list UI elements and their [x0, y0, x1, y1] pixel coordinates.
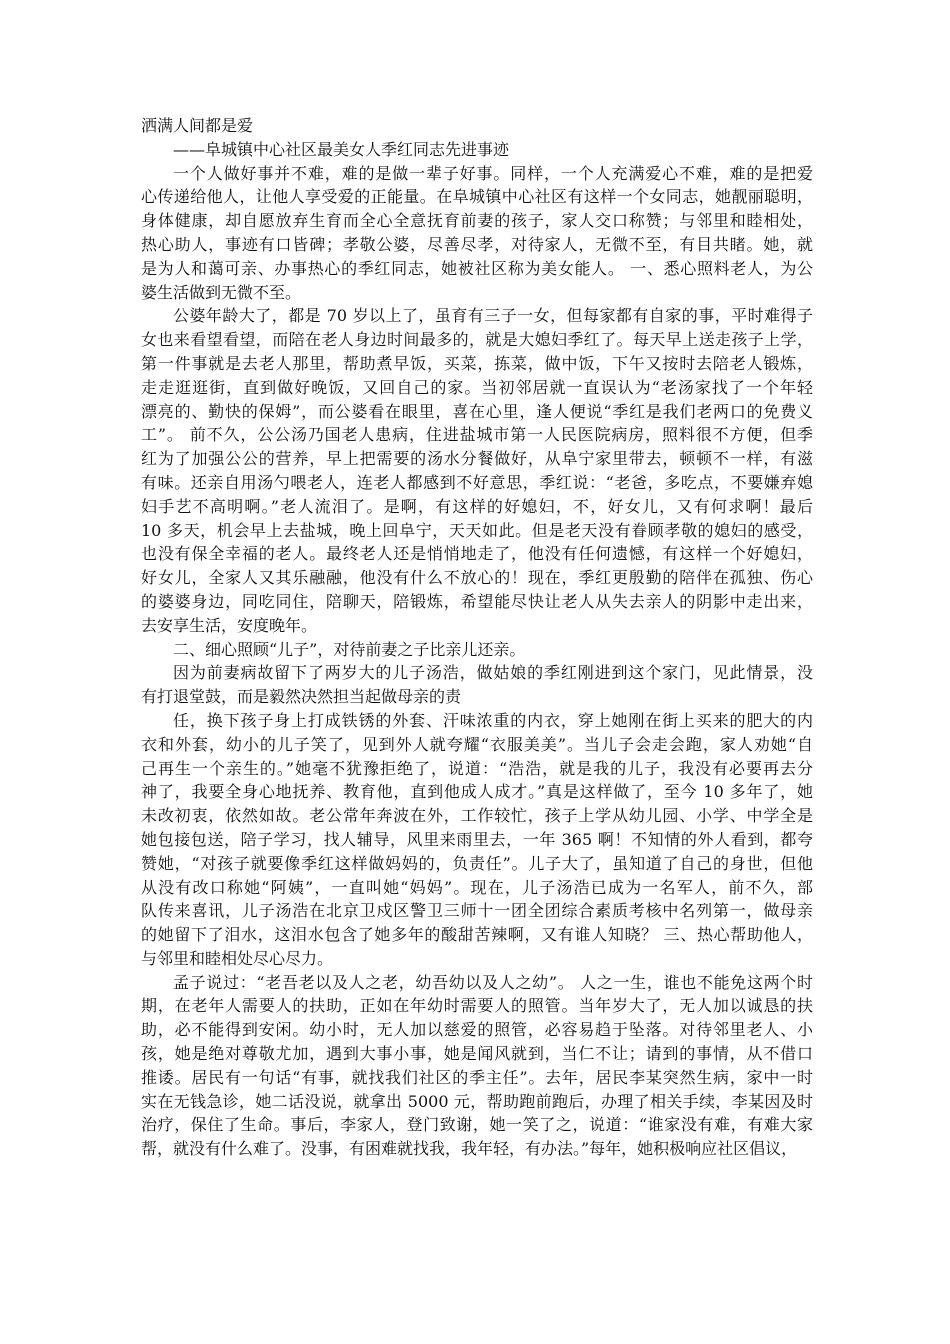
paragraph-line: 热心助人，事迹有口皆碑；孝敬公婆，尽善尽孝，对待家人，无微不至，有目共睹。她，就 [141, 234, 813, 254]
paragraph-line: 的婆婆身边，同吃同住，陪聊天，陪锻炼，希望能尽快让老人从失去亲人的阴影中走出来， [141, 591, 813, 611]
paragraph-line: 她包接包送，陪子学习，找人辅导，风里来雨里去，一年 365 啊！不知情的外人看到，都夸 [141, 829, 813, 849]
paragraph-line: 的她留下了泪水，这泪水包含了她多年的酸甜苦辣啊，又有谁人知晓？ 三、热心帮助他人， [141, 925, 813, 945]
paragraph [141, 162, 813, 305]
paragraph-line: 好女儿，全家人又其乐融融，他没有什么不放心的！现在，季红更殷勤的陪伴在孤独、伤心 [141, 568, 813, 588]
paragraph-line: 与邻里和睦相处尽心尽力。 [141, 948, 334, 968]
paragraph-line: 婆生活做到无微不至。 [141, 282, 302, 302]
paragraph [141, 661, 813, 709]
paragraph-line: 心传递给他人，让他人享受爱的正能量。在阜城镇中心社区有这样一个女同志，她靓丽聪明， [141, 187, 813, 207]
paragraph-line: 赞她，“对孩子就要像季红这样做妈妈的，负责任”。儿子大了，虽知道了自己的身世，但他 [141, 853, 813, 873]
paragraph [141, 304, 813, 637]
paragraph-line: 妇手艺不高明啊。”老人流泪了。是啊，有这样的好媳妇，不，好女儿，又有何求啊！最后 [141, 496, 813, 516]
paragraph-line: 帮，就没有什么难了。没事，有困难就找我，我年轻，有办法。”每年，她积极响应社区倡议， [141, 1139, 798, 1159]
paragraph-line: 女也来看望看望，而陪在老人身边时间最多的，就是大媳妇季红了。每天早上送走孩子上学， [141, 330, 813, 350]
paragraph-line: 二、细心照顾“儿子”，对待前妻之子比亲儿还亲。 [173, 639, 526, 659]
paragraph-line: 第一件事就是去老人那里，帮助煮早饭，买菜，拣菜，做中饭，下午又按时去陪老人锻炼， [141, 353, 813, 373]
document-subtitle: ——阜城镇中心社区最美女人季红同志先进事迹 [173, 139, 510, 159]
paragraph-line: 身体健康，却自愿放弃生育而全心全意抚育前妻的孩子，家人交口称赞；与邻里和睦相处， [141, 211, 813, 231]
paragraph-line: 未改初衷，依然如故。老公常年奔波在外，工作较忙，孩子上学从幼儿园、小学、中学全是 [141, 806, 813, 826]
paragraph-line: 因为前妻病故留下了两岁大的儿子汤浩，做姑娘的季红刚进到这个家门，见此情景，没 [173, 663, 813, 683]
paragraph [141, 638, 813, 662]
paragraph-line: 去安享生活，安度晚年。 [141, 615, 318, 635]
paragraph [141, 709, 813, 971]
paragraph-line: 己再生一个亲生的。”她毫不犹豫拒绝了，说道：“浩浩，就是我的儿子，我没有必要再去分 [141, 758, 813, 778]
document-title: 洒满人间都是爱 [141, 116, 254, 135]
paragraph-line: 孟子说过：“老吾老以及人之老，幼吾幼以及人之幼”。 人之一生，谁也不能免这两个时 [173, 972, 813, 992]
paragraph-line: 一个人做好事并不难，难的是做一辈子好事。同样，一个人充满爱心不难，难的是把爱 [173, 163, 813, 183]
paragraph-line: 有打退堂鼓，而是毅然决然担当起做母亲的责 [141, 687, 462, 707]
paragraph-line: 工”。 前不久，公公汤乃国老人患病，住进盐城市第一人民医院病房，照料很不方便，但季 [141, 425, 813, 445]
paragraph-line: 是为人和蔼可亲、办事热心的季红同志，她被社区称为美女能人。 一、悉心照料老人，为公 [141, 258, 813, 278]
paragraph-line: 红为了加强公公的营养，早上把需要的汤水分餐做好，从阜宁家里带去，顿顿不一样，有滋 [141, 449, 813, 469]
paragraph-line: 孩，她是绝对尊敬尤加，遇到大事小事，她是闻风就到，当仁不让；请到的事情，从不借口 [141, 1044, 813, 1064]
paragraph-line: 也没有保全幸福的老人。最终老人还是悄悄地走了，他没有任何遗憾，有这样一个好媳妇， [141, 544, 813, 564]
paragraph-line: 期，在老年人需要人的扶助，正如在年幼时需要人的照管。当年岁大了，无人加以诚恳的扶 [141, 996, 813, 1016]
paragraph-line: 任，换下孩子身上打成铁锈的外套、汗味浓重的内衣，穿上她刚在街上买来的肥大的内 [173, 710, 813, 730]
paragraph-line: 队传来喜讯，儿子汤浩在北京卫戍区警卫三师十一团全团综合素质考核中名列第一，做母亲 [141, 901, 813, 921]
paragraph-line: 神了，我要全身心地抚养、教育他，直到他成人成才。”真是这样做了，至今 10 多年了，她 [141, 782, 813, 802]
paragraph-line: 有味。还亲自用汤勺喂老人，连老人都感到不好意思，季红说：“老爸，多吃点，不要嫌弃媳 [141, 472, 813, 492]
paragraph-line: 治疗，保住了生命。事后，李家人，登门致谢，她一笑了之，说道：“谁家没有难，有难大家 [141, 1115, 813, 1135]
paragraph-line: 从没有改口称她“阿姨”，一直叫她“妈妈”。现在，儿子汤浩已成为一名军人，前不久，部 [141, 877, 813, 897]
paragraph-line: 推诿。居民有一句话“有事，就找我们社区的季主任”。去年，居民李某突然生病，家中一时 [141, 1067, 813, 1087]
paragraph-line: 10 多天，机会早上去盐城，晚上回阜宁，天天如此。但是老天没有眷顾孝敬的媳妇的感受， [141, 520, 813, 540]
paragraph-line: 公婆年龄大了，都是 70 岁以上了，虽育有三子一女，但每家都有自家的事，平时难得子 [173, 306, 813, 326]
paragraph-line: 衣和外套，幼小的儿子笑了，见到外人就夸耀“衣服美美”。当儿子会走会跑，家人劝她“自 [141, 734, 813, 754]
paragraph-line: 走走逛逛街，直到做好晚饭，又回自己的家。当初邻居就一直误认为“老汤家找了一个年轻 [141, 377, 813, 397]
paragraph-line: 漂亮的、勤快的保姆”，而公婆看在眼里，喜在心里，逢人便说“季红是我们老两口的免费义 [141, 401, 813, 421]
document-body [141, 162, 813, 1161]
paragraph-line: 助，必不能得到安闲。幼小时，无人加以慈爱的照管，必容易趋于坠落。对待邻里老人、小 [141, 1020, 813, 1040]
paragraph [141, 971, 813, 1161]
paragraph-line: 实在无钱急诊，她二话没说，就拿出 5000 元，帮助跑前跑后，办理了相关手续，李某因及时 [141, 1091, 813, 1111]
document-page [141, 114, 813, 1161]
